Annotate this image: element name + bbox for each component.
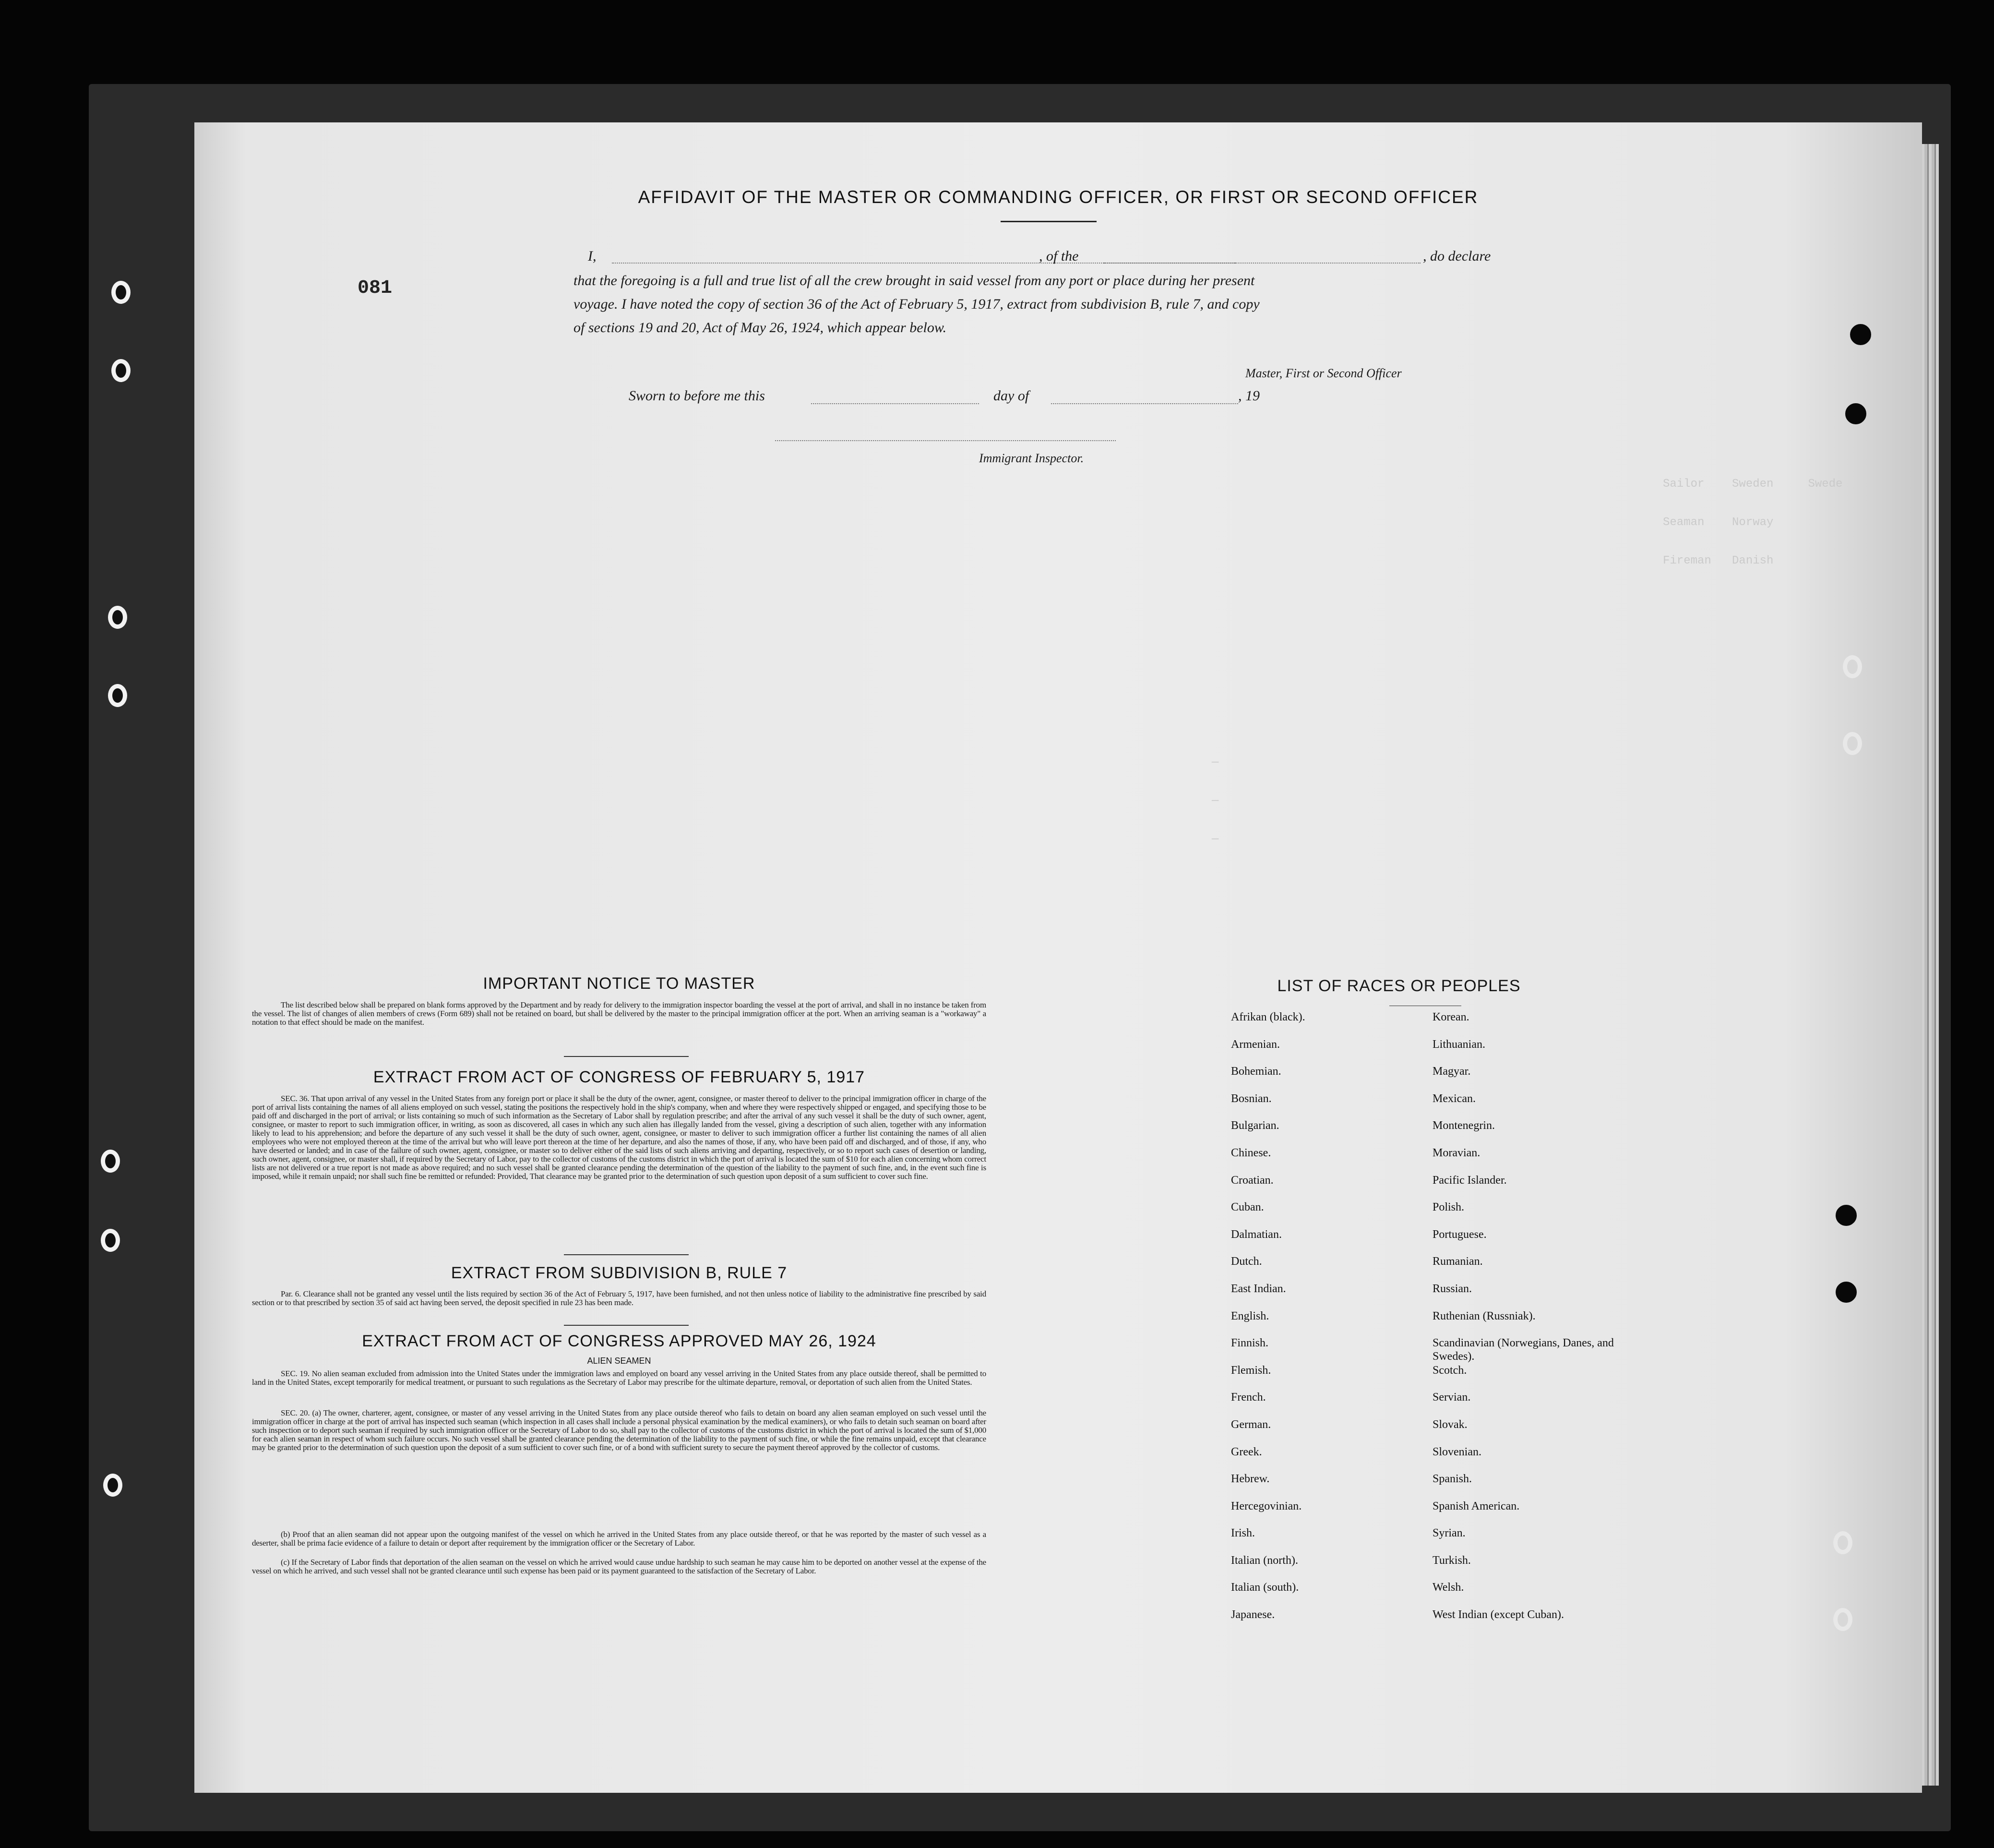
master-signature-label: Master, First or Second Officer xyxy=(1245,366,1402,380)
show-through-text: Seaman Norway xyxy=(1663,516,1774,529)
punch-hole-right xyxy=(1833,1531,1852,1554)
race-item: Hebrew. xyxy=(1231,1473,1270,1486)
affidavit-line: of sections 19 and 20, Act of May 26, 1924, which appear below. xyxy=(573,320,947,336)
extract-b7-title: EXTRACT FROM SUBDIVISION B, RULE 7 xyxy=(451,1264,788,1282)
extract-1917-body: SEC. 36. That upon arrival of any vessel in the United States from any foreign port or place it shall be the duty of the owner, agent, consignee, or master thereof to deliver to the principal immigration officer in charge of the port of arrival lists containing the names of all aliens employed on such vessel, stating the positions the respectively hold in the ship's company, when and where they were respectively shipped or engaged, and specifying those to be paid off and discharged in the port of arrival; or lists containing so much of such information as the Secretary of Labor shall by regulation prescribe; and after the arrival of any such vessel it shall be the duty of such owner, agent, consignee, or master to report to such immigration officer, in writing, as soon as discovered, all cases in which any such alien has illegally landed from the vessel, giving a description of such alien, together with any information likely to lead to his apprehension; and before the departure of any such vessel it shall be the duty of such owner, agent, consignee, or master to deliver to such immigration officer a further list containing the names of all alien employees who were not employed thereon at the time of the arrival but who will leave port thereon at the time of her departure, and also the names of those, if any, who have been paid off and discharged, and of those, if any, who have deserted or landed; and in case of the failure of such owner, agent, consignee, or master so to deliver either of the said lists of such aliens arriving and departing, respectively, or so to report such cases of desertion or landing, such owner, agent, consignee, or master shall, if required by the Secretary of Labor, pay to the collector of customs of the customs district in which the port of arrival is located the sum of $10 for each alien concerning whom correct lists are not delivered or a true report is not made as above required; and no such vessel shall be granted clearance pending the determination of the question of the liability to the payment of such fine, and, in the event such fine is imposed, while it remain unpaid; nor shall such fine be remitted or refunded: Provided, That clearance may be granted prior to the determination of such question upon deposit of a sum sufficient to cover such fine. xyxy=(252,1094,986,1181)
section-divider xyxy=(564,1254,689,1255)
race-item: Korean. xyxy=(1433,1011,1469,1023)
race-item: Irish. xyxy=(1231,1527,1255,1540)
race-item: Montenegrin. xyxy=(1433,1119,1495,1132)
alien-seamen-subtitle: ALIEN SEAMEN xyxy=(587,1356,651,1366)
race-item: Turkish. xyxy=(1433,1554,1471,1567)
punch-hole-left xyxy=(108,684,127,707)
race-item: Portuguese. xyxy=(1433,1228,1487,1241)
races-title: LIST OF RACES OR PEOPLES xyxy=(1277,977,1521,995)
affidavit-title: AFFIDAVIT OF THE MASTER OR COMMANDING OFFICER, OR FIRST OR SECOND OFFICER xyxy=(638,187,1479,207)
title-divider xyxy=(1001,221,1097,222)
race-item: Slovak. xyxy=(1433,1418,1468,1431)
punch-hole-left xyxy=(108,606,127,629)
race-item: West Indian (except Cuban). xyxy=(1433,1608,1564,1621)
race-item: Dalmatian. xyxy=(1231,1228,1282,1241)
notice-body: The list described below shall be prepared on blank forms approved by the Department and by ready for delivery to the immigration inspector boarding the vessel at the port of arrival, and shall in no instance be taken from the vessel. The list of changes of alien members of crews (Form 689) shall not be retained on board, but shall be delivered by the master to the principal immigration officer at the port. When an arriving seaman is a "workaway" a notation to that effect should be made on the manifest. xyxy=(252,1000,986,1027)
race-item: Scandinavian (Norwegians, Danes, and Swedes). xyxy=(1433,1337,1614,1363)
punch-hole-left xyxy=(101,1229,120,1252)
race-item: Magyar. xyxy=(1433,1065,1471,1078)
show-through-text: — xyxy=(1212,756,1219,769)
show-through-text: — xyxy=(1212,833,1219,846)
race-item: Russian. xyxy=(1433,1282,1472,1295)
sworn-label: Sworn to before me this xyxy=(629,388,765,404)
race-item: Slovenian. xyxy=(1433,1445,1481,1458)
race-item: Greek. xyxy=(1231,1445,1262,1458)
vessel-name-field[interactable] xyxy=(1104,262,1421,264)
race-item: Moravian. xyxy=(1433,1146,1481,1159)
race-item: German. xyxy=(1231,1418,1271,1431)
race-item: Bosnian. xyxy=(1231,1092,1272,1105)
races-column-1 xyxy=(1231,1010,1413,1635)
extract-b7-body: Par. 6. Clearance shall not be granted any vessel until the lists required by section 36 of the Act of February 5, 1917, have been furnished, and not then unless notice of liability to the administrative fine prescribed by said section or to that prescribed by section 35 of said act having been served, the deposit specified in rule 23 has been made. xyxy=(252,1289,986,1307)
sec-20b-body: (b) Proof that an alien seaman did not appear upon the outgoing manifest of the vessel on which he arrived in the United States from any place outside thereof, or that he was reported by the master of such vessel as a deserter, shall be prima facie evidence of a failure to detain or deport after requirement by the immigration officer or the Secretary of Labor. xyxy=(252,1530,986,1548)
race-item: French. xyxy=(1231,1391,1266,1404)
punch-hole-right xyxy=(1843,732,1862,755)
race-item: Mexican. xyxy=(1433,1092,1476,1105)
race-item: Spanish. xyxy=(1433,1473,1472,1486)
manifest-page xyxy=(194,122,1922,1793)
race-item: Italian (south). xyxy=(1231,1581,1299,1594)
race-item: Polish. xyxy=(1433,1201,1465,1214)
race-item: Welsh. xyxy=(1433,1581,1464,1594)
day-of-label: day of xyxy=(993,388,1029,404)
affidavit-do-declare-label: , do declare xyxy=(1423,248,1491,264)
show-through-text: Fireman Danish xyxy=(1663,554,1774,567)
affidavit-of-the-label: , of the xyxy=(1039,248,1079,264)
race-item: Italian (north). xyxy=(1231,1554,1298,1567)
year-label: , 19 xyxy=(1238,388,1260,404)
race-item: English. xyxy=(1231,1309,1269,1322)
race-item: Hercegovinian. xyxy=(1231,1500,1302,1512)
race-item: Ruthenian (Russniak). xyxy=(1433,1309,1536,1322)
punch-hole-left xyxy=(101,1150,120,1173)
sworn-month-field[interactable] xyxy=(1051,402,1238,404)
extract-1924-title: EXTRACT FROM ACT OF CONGRESS APPROVED MAY 26, 1924 xyxy=(362,1332,876,1350)
punch-hole-right xyxy=(1833,1608,1852,1631)
section-divider xyxy=(564,1325,689,1326)
race-item: Flemish. xyxy=(1231,1364,1271,1377)
sec-19-body: SEC. 19. No alien seaman excluded from admission into the United States under the immigration laws and employed on board any vessel arriving in the United States from any place outside thereof, shall be permitted to land in the United States, except temporarily for medical treatment, or pursuant to such regulations as the Secretary of Labor may prescribe for the ultimate departure, removal, or deportation of such alien from the United States. xyxy=(252,1369,986,1387)
race-item: Dutch. xyxy=(1231,1255,1262,1268)
race-item: Rumanian. xyxy=(1433,1255,1483,1268)
race-item: Syrian. xyxy=(1433,1527,1466,1540)
sec-20a-body: SEC. 20. (a) The owner, charterer, agent, consignee, or master of any vessel arriving in the United States from any place outside thereof who fails to detain on board any alien seaman employed on such vessel until the immigration officer in charge at the port of arrival has inspected such seaman (which inspection in all cases shall include a personal physical examination by the medical examiners), or who fails to detain such seaman on board after such inspection or to deport such seaman if required by such immigration officer or the Secretary of Labor to do so, shall pay to the collector of customs of the customs district in which the port of arrival is located the sum of $1,000 for each alien seaman in respect of whom such failure occurs. No such vessel shall be granted clearance pending the determination of the liability to the payment of such fine, or while the fine remains unpaid, except that clearance may be granted prior to the determination of such question upon the deposit of a sum sufficient to cover such fine, or of a bond with sufficient surety to secure the payment thereof approved by the collector of customs. xyxy=(252,1408,986,1452)
race-item: Croatian. xyxy=(1231,1174,1274,1187)
section-divider xyxy=(564,1056,689,1057)
punch-hole-right xyxy=(1843,655,1862,678)
notice-title: IMPORTANT NOTICE TO MASTER xyxy=(483,974,755,993)
race-item: Bulgarian. xyxy=(1231,1119,1279,1132)
race-item: Scotch. xyxy=(1433,1364,1467,1377)
race-item: Cuban. xyxy=(1231,1201,1264,1214)
punch-hole-right xyxy=(1845,403,1866,424)
race-item: Finnish. xyxy=(1231,1337,1269,1350)
inspector-signature-field[interactable] xyxy=(775,439,1116,441)
punch-hole-left xyxy=(103,1474,122,1497)
punch-hole-right xyxy=(1850,324,1871,345)
race-item: Pacific Islander. xyxy=(1433,1174,1507,1187)
extract-1917-title: EXTRACT FROM ACT OF CONGRESS OF FEBRUARY 5, 1917 xyxy=(373,1068,865,1086)
punch-hole-left xyxy=(111,359,131,382)
show-through-text: — xyxy=(1212,794,1219,807)
affidavit-i-label: I, xyxy=(588,248,597,264)
race-item: Afrikan (black). xyxy=(1231,1011,1305,1023)
sworn-day-field[interactable] xyxy=(811,402,979,404)
races-column-2 xyxy=(1433,1010,1634,1635)
race-item: Bohemian. xyxy=(1231,1065,1281,1078)
stamp-number: 081 xyxy=(358,277,393,299)
inspector-label: Immigrant Inspector. xyxy=(979,451,1084,465)
show-through-text: Sailor Sweden Swede xyxy=(1663,478,1843,491)
punch-hole-right xyxy=(1836,1205,1857,1226)
race-item: East Indian. xyxy=(1231,1282,1286,1295)
punch-hole-right xyxy=(1836,1282,1857,1303)
race-item: Armenian. xyxy=(1231,1038,1280,1051)
race-item: Lithuanian. xyxy=(1433,1038,1485,1051)
race-item: Chinese. xyxy=(1231,1146,1271,1159)
sec-20c-body: (c) If the Secretary of Labor finds that deportation of the alien seaman on the vessel on which he arrived would cause undue hardship to such seaman he may cause him to be deported on another vessel at the expense of the vessel on which he arrived, and such vessel shall not be granted clearance until such expense has been paid or its payment guaranteed to the satisfaction of the Secretary of Labor. xyxy=(252,1558,986,1575)
affidavit-line: voyage. I have noted the copy of section 36 of the Act of February 5, 1917, extract from subdivision B, rule 7, and copy xyxy=(573,296,1260,312)
punch-hole-left xyxy=(111,281,131,304)
race-item: Spanish American. xyxy=(1433,1500,1520,1512)
race-item: Servian. xyxy=(1433,1391,1471,1404)
race-item: Japanese. xyxy=(1231,1608,1275,1621)
affidavit-line: that the foregoing is a full and true list of all the crew brought in said vessel from any port or place during her present xyxy=(573,273,1255,288)
